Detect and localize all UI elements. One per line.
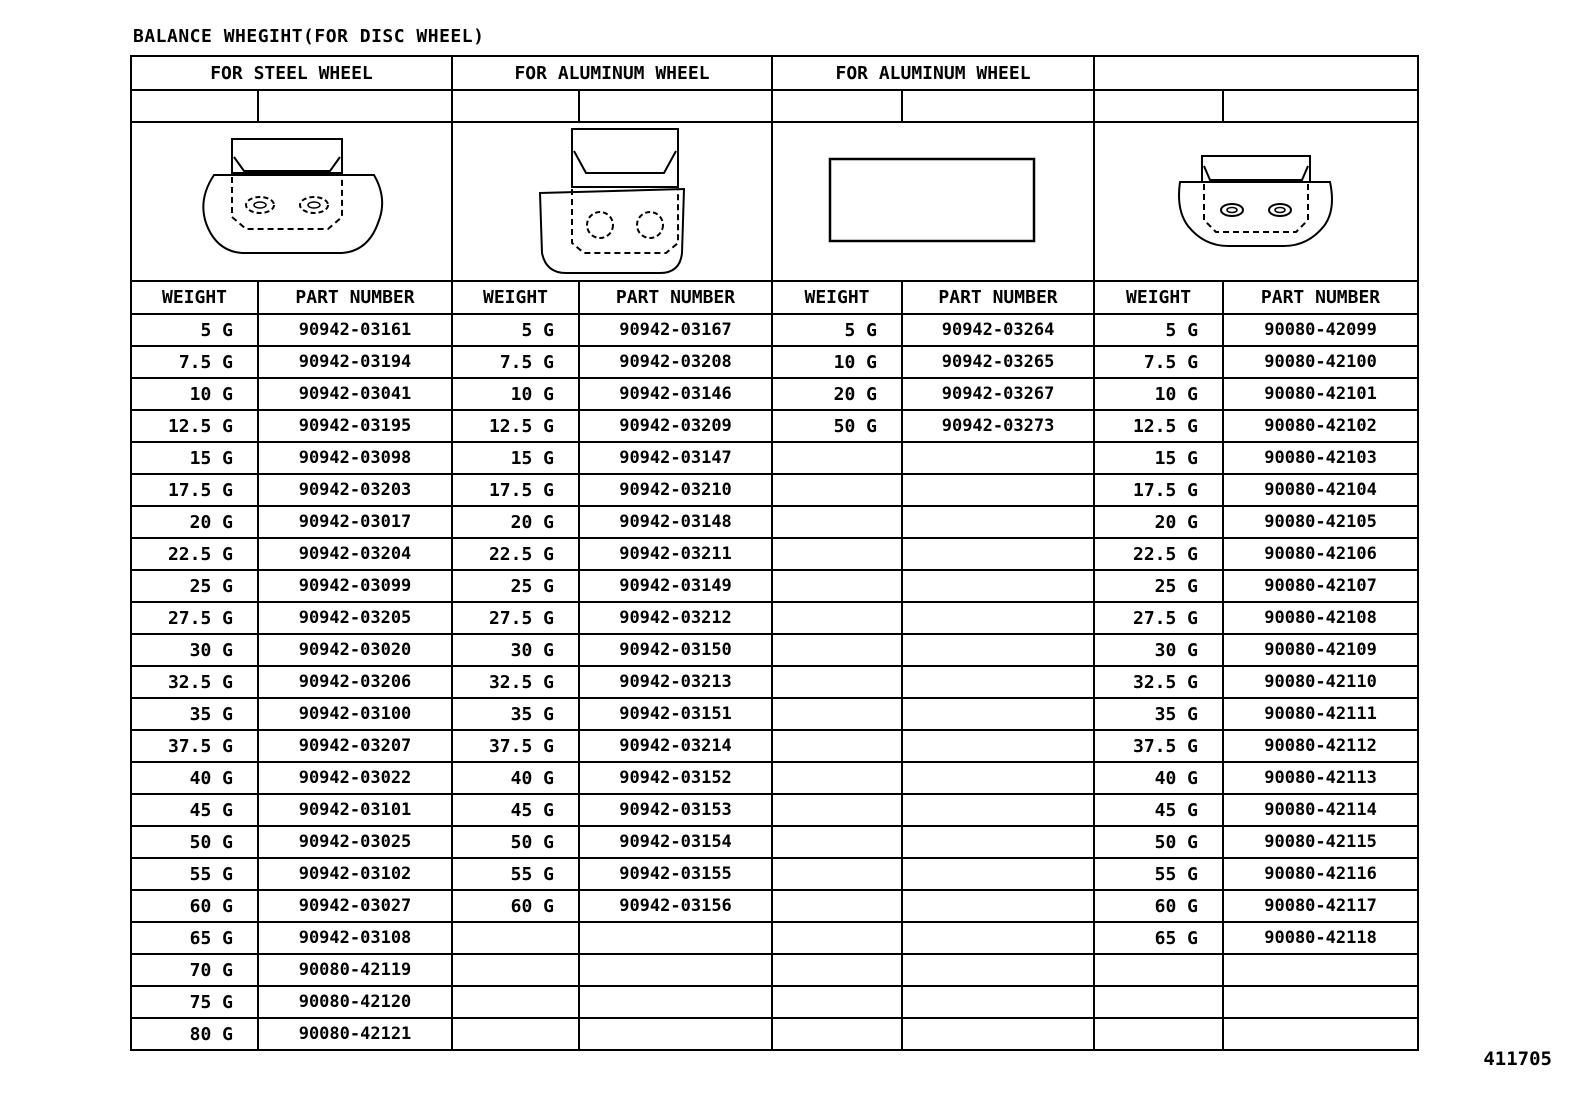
part-number-cell: 90080-42109 [1223,634,1418,666]
document-id: 411705 [1483,1048,1552,1070]
weight-cell: 27.5 G [452,602,579,634]
part-number-cell: 90942-03212 [579,602,772,634]
weight-cell [1094,954,1223,986]
weight-cell: 35 G [1094,698,1223,730]
table-row [131,378,1418,410]
part-number-cell: 90080-42121 [258,1018,452,1050]
part-number-cell [902,762,1094,794]
table-row [131,474,1418,506]
part-number-cell: 90942-03151 [579,698,772,730]
weight-cell [452,954,579,986]
weight-cell: 30 G [131,634,258,666]
weight-cell: 45 G [131,794,258,826]
part-number-cell [902,538,1094,570]
part-number-cell: 90080-42117 [1223,890,1418,922]
weight-cell [772,1018,902,1050]
weight-cell: 55 G [452,858,579,890]
blank-cell [452,90,579,122]
weight-cell: 40 G [1094,762,1223,794]
weight-cell [452,1018,579,1050]
weight-cell: 17.5 G [131,474,258,506]
weight-cell: 35 G [452,698,579,730]
weight-cell: 5 G [772,314,902,346]
part-number-cell: 90942-03149 [579,570,772,602]
weight-cell: 5 G [131,314,258,346]
weight-cell: 60 G [1094,890,1223,922]
part-number-cell: 90942-03206 [258,666,452,698]
weight-cell: 12.5 G [1094,410,1223,442]
weight-cell: 50 G [452,826,579,858]
group-title-steel: FOR STEEL WHEEL [131,56,452,90]
part-number-cell: 90080-42113 [1223,762,1418,794]
part-number-header: PART NUMBER [902,281,1094,314]
weight-cell: 55 G [1094,858,1223,890]
weight-cell: 50 G [131,826,258,858]
table-row [131,410,1418,442]
part-number-cell: 90080-42112 [1223,730,1418,762]
weight-cell [772,858,902,890]
part-number-cell [902,730,1094,762]
part-number-cell: 90080-42116 [1223,858,1418,890]
weight-header: WEIGHT [452,281,579,314]
weight-cell: 20 G [131,506,258,538]
weight-cell: 25 G [1094,570,1223,602]
part-number-cell: 90942-03022 [258,762,452,794]
part-number-cell: 90080-42115 [1223,826,1418,858]
part-number-cell: 90942-03155 [579,858,772,890]
part-number-cell [1223,986,1418,1018]
part-number-cell: 90942-03101 [258,794,452,826]
weight-cell [1094,986,1223,1018]
weight-cell: 17.5 G [1094,474,1223,506]
part-number-cell: 90942-03209 [579,410,772,442]
part-number-cell: 90080-42120 [258,986,452,1018]
part-number-cell [902,666,1094,698]
weight-cell: 50 G [1094,826,1223,858]
part-number-cell [902,602,1094,634]
part-number-cell [902,506,1094,538]
weight-cell: 5 G [452,314,579,346]
weight-cell: 7.5 G [131,346,258,378]
part-number-cell [579,954,772,986]
table-row [131,698,1418,730]
part-number-cell: 90942-03264 [902,314,1094,346]
weight-header: WEIGHT [131,281,258,314]
weight-cell: 30 G [452,634,579,666]
weight-cell [772,954,902,986]
part-number-cell [902,698,1094,730]
part-number-cell: 90942-03154 [579,826,772,858]
part-number-cell: 90080-42110 [1223,666,1418,698]
weight-cell: 10 G [1094,378,1223,410]
weight-cell [772,666,902,698]
part-number-cell: 90080-42102 [1223,410,1418,442]
blank-cell [579,90,772,122]
weight-cell: 12.5 G [131,410,258,442]
weight-cell: 70 G [131,954,258,986]
weight-cell: 22.5 G [131,538,258,570]
weight-cell: 27.5 G [131,602,258,634]
part-number-cell: 90942-03208 [579,346,772,378]
table-row [131,762,1418,794]
table-row [131,538,1418,570]
weight-cell: 32.5 G [131,666,258,698]
blank-cell [902,90,1094,122]
table-row [131,986,1418,1018]
part-number-cell: 90080-42099 [1223,314,1418,346]
weight-cell: 15 G [452,442,579,474]
part-number-cell [902,986,1094,1018]
part-number-cell: 90942-03213 [579,666,772,698]
weight-cell: 75 G [131,986,258,1018]
table-row [131,826,1418,858]
table-row [131,730,1418,762]
weight-cell [772,730,902,762]
illustration-cell-steel [131,122,452,281]
part-number-cell: 90080-42100 [1223,346,1418,378]
table-row [131,634,1418,666]
part-number-cell [902,570,1094,602]
part-number-header: PART NUMBER [258,281,452,314]
illustration-row [131,122,1418,281]
weight-cell: 40 G [131,762,258,794]
part-number-cell: 90942-03027 [258,890,452,922]
weight-cell: 35 G [131,698,258,730]
steel-clip-weight-icon [192,137,392,267]
part-number-cell: 90080-42108 [1223,602,1418,634]
weight-cell: 5 G [1094,314,1223,346]
weight-cell [772,922,902,954]
weight-cell [772,634,902,666]
group-title-empty [1094,56,1418,90]
part-number-cell [902,474,1094,506]
part-number-cell: 90942-03025 [258,826,452,858]
weight-cell: 10 G [772,346,902,378]
part-number-cell: 90942-03207 [258,730,452,762]
weight-cell: 80 G [131,1018,258,1050]
part-number-cell: 90942-03148 [579,506,772,538]
weight-cell [772,538,902,570]
part-number-cell: 90942-03214 [579,730,772,762]
aluminum-clip-weight-icon [532,127,692,277]
weight-cell [772,602,902,634]
table-row [131,442,1418,474]
weight-cell: 20 G [452,506,579,538]
table-row [131,314,1418,346]
part-number-cell: 90942-03147 [579,442,772,474]
part-number-cell [902,442,1094,474]
weight-cell: 65 G [131,922,258,954]
weight-cell: 32.5 G [1094,666,1223,698]
weight-cell [452,986,579,1018]
weight-cell: 45 G [1094,794,1223,826]
weight-header: WEIGHT [772,281,902,314]
part-number-cell [902,922,1094,954]
weight-cell: 22.5 G [1094,538,1223,570]
small-clip-weight-icon [1176,152,1336,252]
blank-row [131,90,1418,122]
weight-cell [772,442,902,474]
part-number-cell: 90942-03205 [258,602,452,634]
part-number-cell: 90942-03194 [258,346,452,378]
weight-cell: 15 G [1094,442,1223,474]
weight-header: WEIGHT [1094,281,1223,314]
weight-cell [772,890,902,922]
part-number-cell: 90942-03167 [579,314,772,346]
weight-cell: 25 G [131,570,258,602]
group-title-aluminum-2: FOR ALUMINUM WHEEL [772,56,1094,90]
part-number-cell [902,858,1094,890]
part-number-cell [579,922,772,954]
part-number-cell [902,890,1094,922]
part-number-cell: 90080-42106 [1223,538,1418,570]
part-number-cell: 90080-42101 [1223,378,1418,410]
part-number-cell: 90080-42104 [1223,474,1418,506]
part-number-cell [902,954,1094,986]
illustration-cell-right [1094,122,1418,281]
part-number-cell: 90942-03273 [902,410,1094,442]
weight-cell: 20 G [1094,506,1223,538]
part-number-cell [579,1018,772,1050]
part-number-cell: 90942-03100 [258,698,452,730]
part-number-cell: 90942-03020 [258,634,452,666]
part-number-cell: 90942-03156 [579,890,772,922]
table-row [131,506,1418,538]
part-number-cell: 90942-03153 [579,794,772,826]
part-number-cell: 90942-03211 [579,538,772,570]
table-row [131,794,1418,826]
blank-cell [1094,90,1223,122]
adhesive-weight-icon [828,157,1038,247]
weight-cell: 10 G [452,378,579,410]
weight-cell: 22.5 G [452,538,579,570]
part-number-cell: 90080-42107 [1223,570,1418,602]
table-row [131,666,1418,698]
table-row [131,858,1418,890]
part-number-cell: 90942-03267 [902,378,1094,410]
table-row [131,570,1418,602]
weight-cell [772,986,902,1018]
weight-cell [772,762,902,794]
table-row [131,890,1418,922]
part-number-cell: 90942-03161 [258,314,452,346]
weight-cell: 37.5 G [452,730,579,762]
weight-cell: 60 G [131,890,258,922]
weight-cell: 15 G [131,442,258,474]
weight-cell [772,794,902,826]
weight-cell: 45 G [452,794,579,826]
weight-cell: 65 G [1094,922,1223,954]
column-header-row [131,281,1418,314]
part-number-cell: 90942-03098 [258,442,452,474]
part-number-cell: 90080-42118 [1223,922,1418,954]
table-row [131,602,1418,634]
part-number-cell: 90080-42119 [258,954,452,986]
weight-cell [772,826,902,858]
blank-cell [131,90,258,122]
illustration-cell-aluminum-1 [452,122,772,281]
part-number-cell: 90942-03152 [579,762,772,794]
weight-cell: 7.5 G [452,346,579,378]
part-number-cell: 90942-03146 [579,378,772,410]
part-number-cell: 90942-03195 [258,410,452,442]
part-number-cell: 90080-42114 [1223,794,1418,826]
blank-cell [1223,90,1418,122]
document-title: BALANCE WHEGIHT(FOR DISC WHEEL) [133,26,485,47]
table-row [131,1018,1418,1050]
part-number-cell: 90942-03108 [258,922,452,954]
part-number-cell [902,634,1094,666]
weight-cell: 60 G [452,890,579,922]
weight-cell [1094,1018,1223,1050]
weight-cell [772,570,902,602]
part-number-header: PART NUMBER [579,281,772,314]
part-number-cell: 90942-03210 [579,474,772,506]
part-number-cell [902,794,1094,826]
blank-cell [772,90,902,122]
weight-cell: 50 G [772,410,902,442]
part-number-cell: 90080-42105 [1223,506,1418,538]
part-number-cell [902,826,1094,858]
weight-cell: 10 G [131,378,258,410]
balance-weight-table [130,55,1419,1051]
table-row [131,346,1418,378]
weight-cell [772,474,902,506]
part-number-cell: 90080-42103 [1223,442,1418,474]
weight-cell: 32.5 G [452,666,579,698]
weight-cell: 17.5 G [452,474,579,506]
weight-cell: 40 G [452,762,579,794]
blank-cell [258,90,452,122]
weight-cell [772,698,902,730]
part-number-cell: 90942-03099 [258,570,452,602]
group-header-row [131,56,1418,90]
part-number-cell: 90942-03265 [902,346,1094,378]
part-number-cell: 90942-03017 [258,506,452,538]
weight-cell: 7.5 G [1094,346,1223,378]
part-number-cell [1223,954,1418,986]
group-title-aluminum-1: FOR ALUMINUM WHEEL [452,56,772,90]
part-number-header: PART NUMBER [1223,281,1418,314]
weight-cell: 25 G [452,570,579,602]
part-number-cell: 90080-42111 [1223,698,1418,730]
weight-cell: 30 G [1094,634,1223,666]
table-row [131,954,1418,986]
weight-cell: 27.5 G [1094,602,1223,634]
illustration-cell-aluminum-2 [772,122,1094,281]
weight-cell: 37.5 G [131,730,258,762]
part-number-cell [902,1018,1094,1050]
part-number-cell: 90942-03204 [258,538,452,570]
part-number-cell: 90942-03041 [258,378,452,410]
table-row [131,922,1418,954]
part-number-cell [1223,1018,1418,1050]
weight-cell [772,506,902,538]
weight-cell: 20 G [772,378,902,410]
weight-cell: 55 G [131,858,258,890]
weight-cell [452,922,579,954]
part-number-cell [579,986,772,1018]
weight-cell: 12.5 G [452,410,579,442]
part-number-cell: 90942-03102 [258,858,452,890]
weight-cell: 37.5 G [1094,730,1223,762]
part-number-cell: 90942-03150 [579,634,772,666]
part-number-cell: 90942-03203 [258,474,452,506]
